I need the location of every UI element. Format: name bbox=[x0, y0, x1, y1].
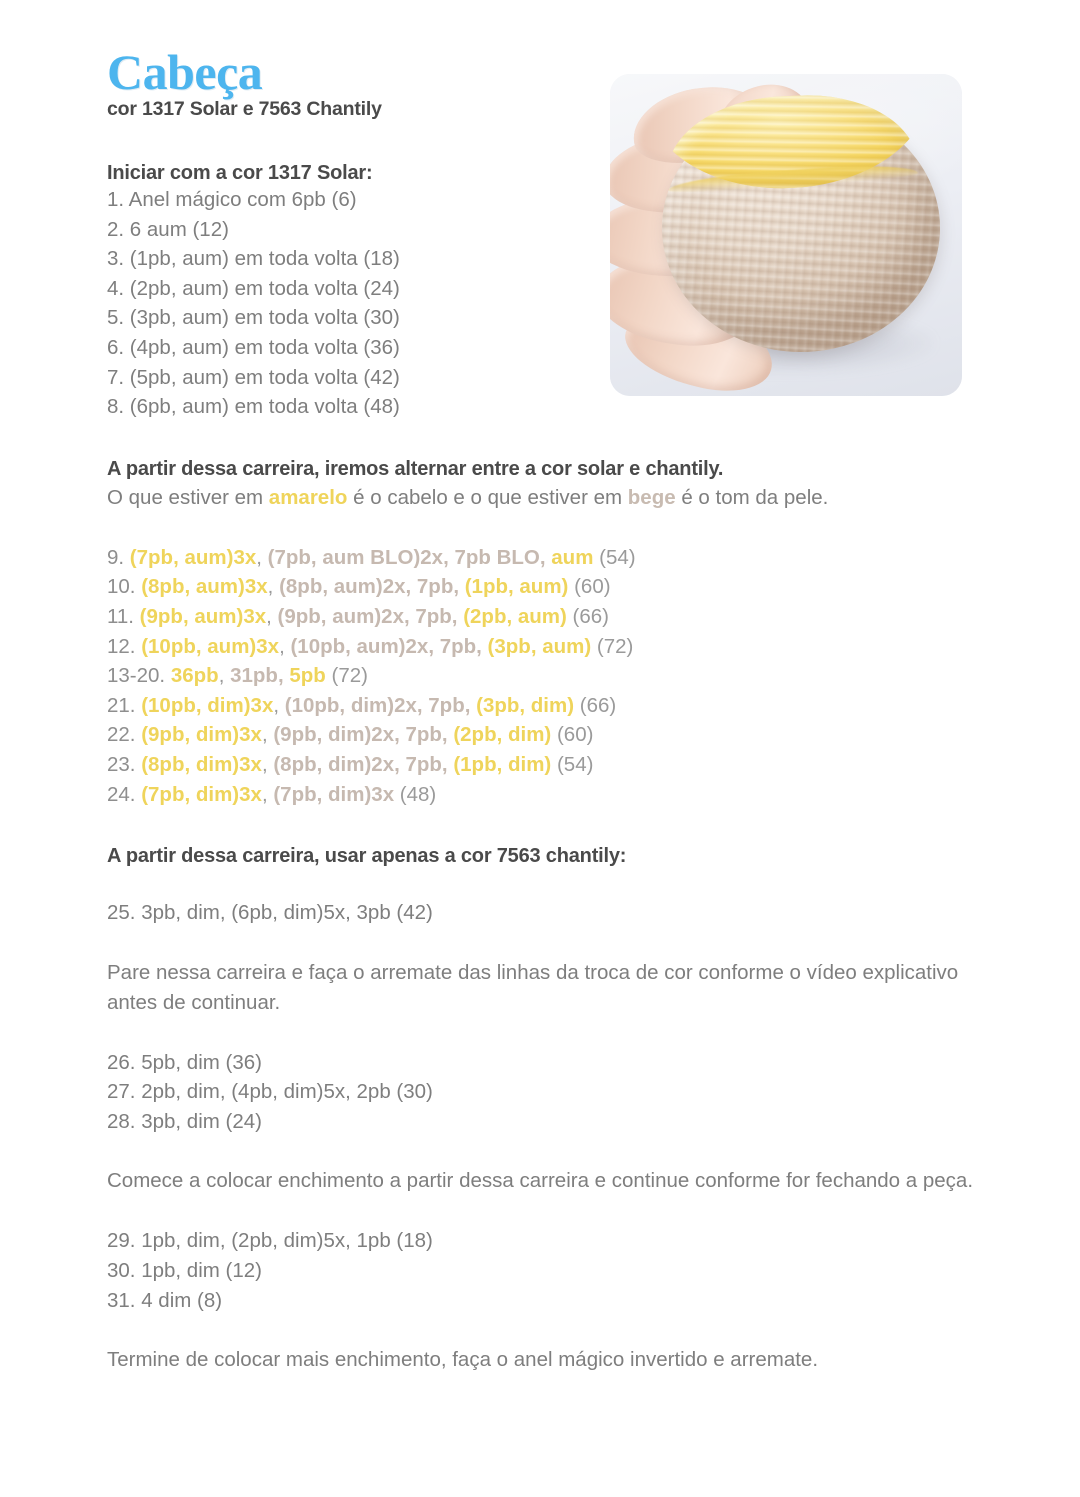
spacer bbox=[107, 422, 987, 458]
row-yellow2: (2pb, aum) bbox=[463, 604, 567, 628]
row-num: 9. bbox=[107, 545, 130, 569]
list-item: 29. 1pb, dim, (2pb, dim)5x, 1pb (18) bbox=[107, 1229, 433, 1253]
row-num: 11. bbox=[107, 604, 140, 628]
rows-9-24-list bbox=[107, 543, 987, 809]
title-block bbox=[107, 44, 577, 121]
list-item: 31. 4 dim (8) bbox=[107, 1288, 223, 1312]
row-beige1: (8pb, dim)2x, 7pb, bbox=[273, 752, 454, 776]
pattern-row bbox=[107, 691, 987, 721]
list-item: 1. Anel mágico com 6pb (6) bbox=[107, 188, 357, 211]
pattern-body bbox=[107, 162, 987, 1375]
list-item: 2. 6 aum (12) bbox=[107, 217, 229, 241]
spacer bbox=[107, 1315, 987, 1345]
row-num: 21. bbox=[107, 693, 142, 717]
pattern-row bbox=[107, 750, 987, 780]
row-beige1: (9pb, dim)2x, 7pb, bbox=[273, 723, 454, 747]
row-count: (72) bbox=[591, 634, 634, 658]
list-item: 27. 2pb, dim, (4pb, dim)5x, 2pb (30) bbox=[107, 1080, 433, 1104]
pattern-row bbox=[107, 661, 987, 691]
spacer bbox=[107, 1018, 987, 1048]
heading-alternate: A partir dessa carreira, iremos alternar entre a cor solar e chantily. bbox=[107, 457, 724, 480]
row-yellow1: (10pb, dim)3x bbox=[141, 693, 274, 717]
row-beige1: (10pb, aum)2x, 7pb, bbox=[290, 634, 488, 658]
row-num: 24. bbox=[107, 782, 142, 806]
spacer bbox=[107, 1196, 987, 1226]
row-beige1: (7pb, dim)3x bbox=[273, 782, 395, 806]
legend-part3: é o tom da pele. bbox=[675, 485, 829, 509]
rows-29-31-list bbox=[107, 1226, 987, 1315]
list-item-row25: 25. 3pb, dim, (6pb, dim)5x, 3pb (42) bbox=[107, 901, 433, 925]
row-yellow2: (1pb, aum) bbox=[464, 575, 569, 599]
heading-chantily: A partir dessa carreira, usar apenas a cor 7563 chantily: bbox=[107, 845, 627, 868]
spacer bbox=[107, 868, 987, 898]
spacer bbox=[107, 928, 987, 958]
row-yellow2: (1pb, dim) bbox=[453, 752, 552, 776]
row-sep1: , bbox=[267, 575, 280, 599]
legend-beige-word: bege bbox=[627, 485, 676, 509]
legend-part1: O que estiver em bbox=[107, 485, 269, 509]
row-sep1: , bbox=[261, 782, 274, 806]
row-sep1: , bbox=[261, 723, 274, 747]
rows-26-28-list bbox=[107, 1048, 987, 1137]
pattern-row bbox=[107, 720, 987, 750]
pattern-row bbox=[107, 572, 987, 602]
row-yellow2: (3pb, dim) bbox=[476, 693, 575, 717]
list-item: 26. 5pb, dim (36) bbox=[107, 1050, 262, 1074]
list-item: 30. 1pb, dim (12) bbox=[107, 1259, 262, 1283]
row-num: 13-20. bbox=[107, 664, 171, 688]
row-sep1: , bbox=[279, 634, 291, 658]
row-yellow1: (7pb, aum)3x bbox=[129, 545, 257, 569]
list-item: 6. (4pb, aum) em toda volta (36) bbox=[107, 335, 400, 359]
row-num: 23. bbox=[107, 752, 142, 776]
list-item: 28. 3pb, dim (24) bbox=[107, 1109, 262, 1133]
list-item: 5. (3pb, aum) em toda volta (30) bbox=[107, 306, 400, 330]
row-yellow2: 5pb bbox=[289, 664, 326, 688]
pattern-row bbox=[107, 780, 987, 810]
heading-start: Iniciar com a cor 1317 Solar: bbox=[107, 162, 373, 184]
row-beige1: (8pb, aum)2x, 7pb, bbox=[279, 575, 465, 599]
row-yellow1: (8pb, dim)3x bbox=[141, 752, 262, 776]
spacer bbox=[107, 1136, 987, 1166]
row-yellow1: (9pb, aum)3x bbox=[139, 604, 267, 628]
row-count: (60) bbox=[568, 575, 611, 599]
pattern-row bbox=[107, 602, 987, 632]
page-subtitle: cor 1317 Solar e 7563 Chantily bbox=[107, 98, 382, 120]
row-count: (66) bbox=[574, 693, 617, 717]
row-beige1: (9pb, aum)2x, 7pb, bbox=[277, 604, 464, 628]
list-item: 4. (2pb, aum) em toda volta (24) bbox=[107, 276, 400, 300]
row-yellow1: (8pb, aum)3x bbox=[141, 575, 268, 599]
rows-1-8-list bbox=[107, 185, 987, 422]
row-beige1: (10pb, dim)2x, 7pb, bbox=[284, 693, 477, 717]
legend-line bbox=[107, 483, 987, 513]
row-yellow1: 36pb bbox=[170, 664, 219, 688]
note-stop: Pare nessa carreira e faça o arremate das linhas da troca de cor conforme o vídeo explicativo antes de continuar. bbox=[107, 960, 959, 1014]
row-count: (60) bbox=[551, 723, 594, 747]
row-num: 10. bbox=[107, 575, 142, 599]
pattern-row bbox=[107, 632, 987, 662]
list-item: 7. (5pb, aum) em toda volta (42) bbox=[107, 365, 400, 389]
row-count: (54) bbox=[593, 545, 636, 569]
row-yellow1: (9pb, dim)3x bbox=[141, 723, 262, 747]
row-count: (48) bbox=[394, 782, 437, 806]
row-sep1: , bbox=[218, 664, 231, 688]
legend-part2: é o cabelo e o que estiver em bbox=[347, 485, 628, 509]
row-count: (54) bbox=[551, 752, 594, 776]
row-sep1: , bbox=[256, 545, 268, 569]
row-beige1: (7pb, aum BLO)2x, 7pb BLO, bbox=[267, 545, 552, 569]
row-yellow2: aum bbox=[551, 545, 594, 569]
row-yellow2: (2pb, dim) bbox=[453, 723, 552, 747]
row-beige1: 31pb, bbox=[230, 664, 290, 688]
pattern-row bbox=[107, 543, 987, 573]
row-count: (66) bbox=[566, 604, 610, 628]
spacer bbox=[107, 513, 987, 543]
list-item: 8. (6pb, aum) em toda volta (48) bbox=[107, 395, 400, 419]
note-stuffing: Comece a colocar enchimento a partir dessa carreira e continue conforme for fechando a peça. bbox=[107, 1169, 974, 1193]
row-sep1: , bbox=[273, 693, 285, 717]
row-sep1: , bbox=[266, 604, 278, 628]
row-yellow1: (7pb, dim)3x bbox=[141, 782, 262, 806]
row-yellow1: (10pb, aum)3x bbox=[141, 634, 280, 658]
page-title: Cabeça bbox=[107, 44, 263, 100]
row-num: 22. bbox=[107, 723, 142, 747]
list-item: 3. (1pb, aum) em toda volta (18) bbox=[107, 247, 400, 271]
note-finish: Termine de colocar mais enchimento, faça o anel mágico invertido e arremate. bbox=[107, 1348, 819, 1372]
legend-yellow-word: amarelo bbox=[268, 485, 348, 509]
row-num: 12. bbox=[107, 634, 142, 658]
spacer bbox=[107, 809, 987, 845]
row-count: (72) bbox=[325, 664, 368, 688]
row-sep1: , bbox=[261, 752, 274, 776]
row-yellow2: (3pb, aum) bbox=[487, 634, 592, 658]
